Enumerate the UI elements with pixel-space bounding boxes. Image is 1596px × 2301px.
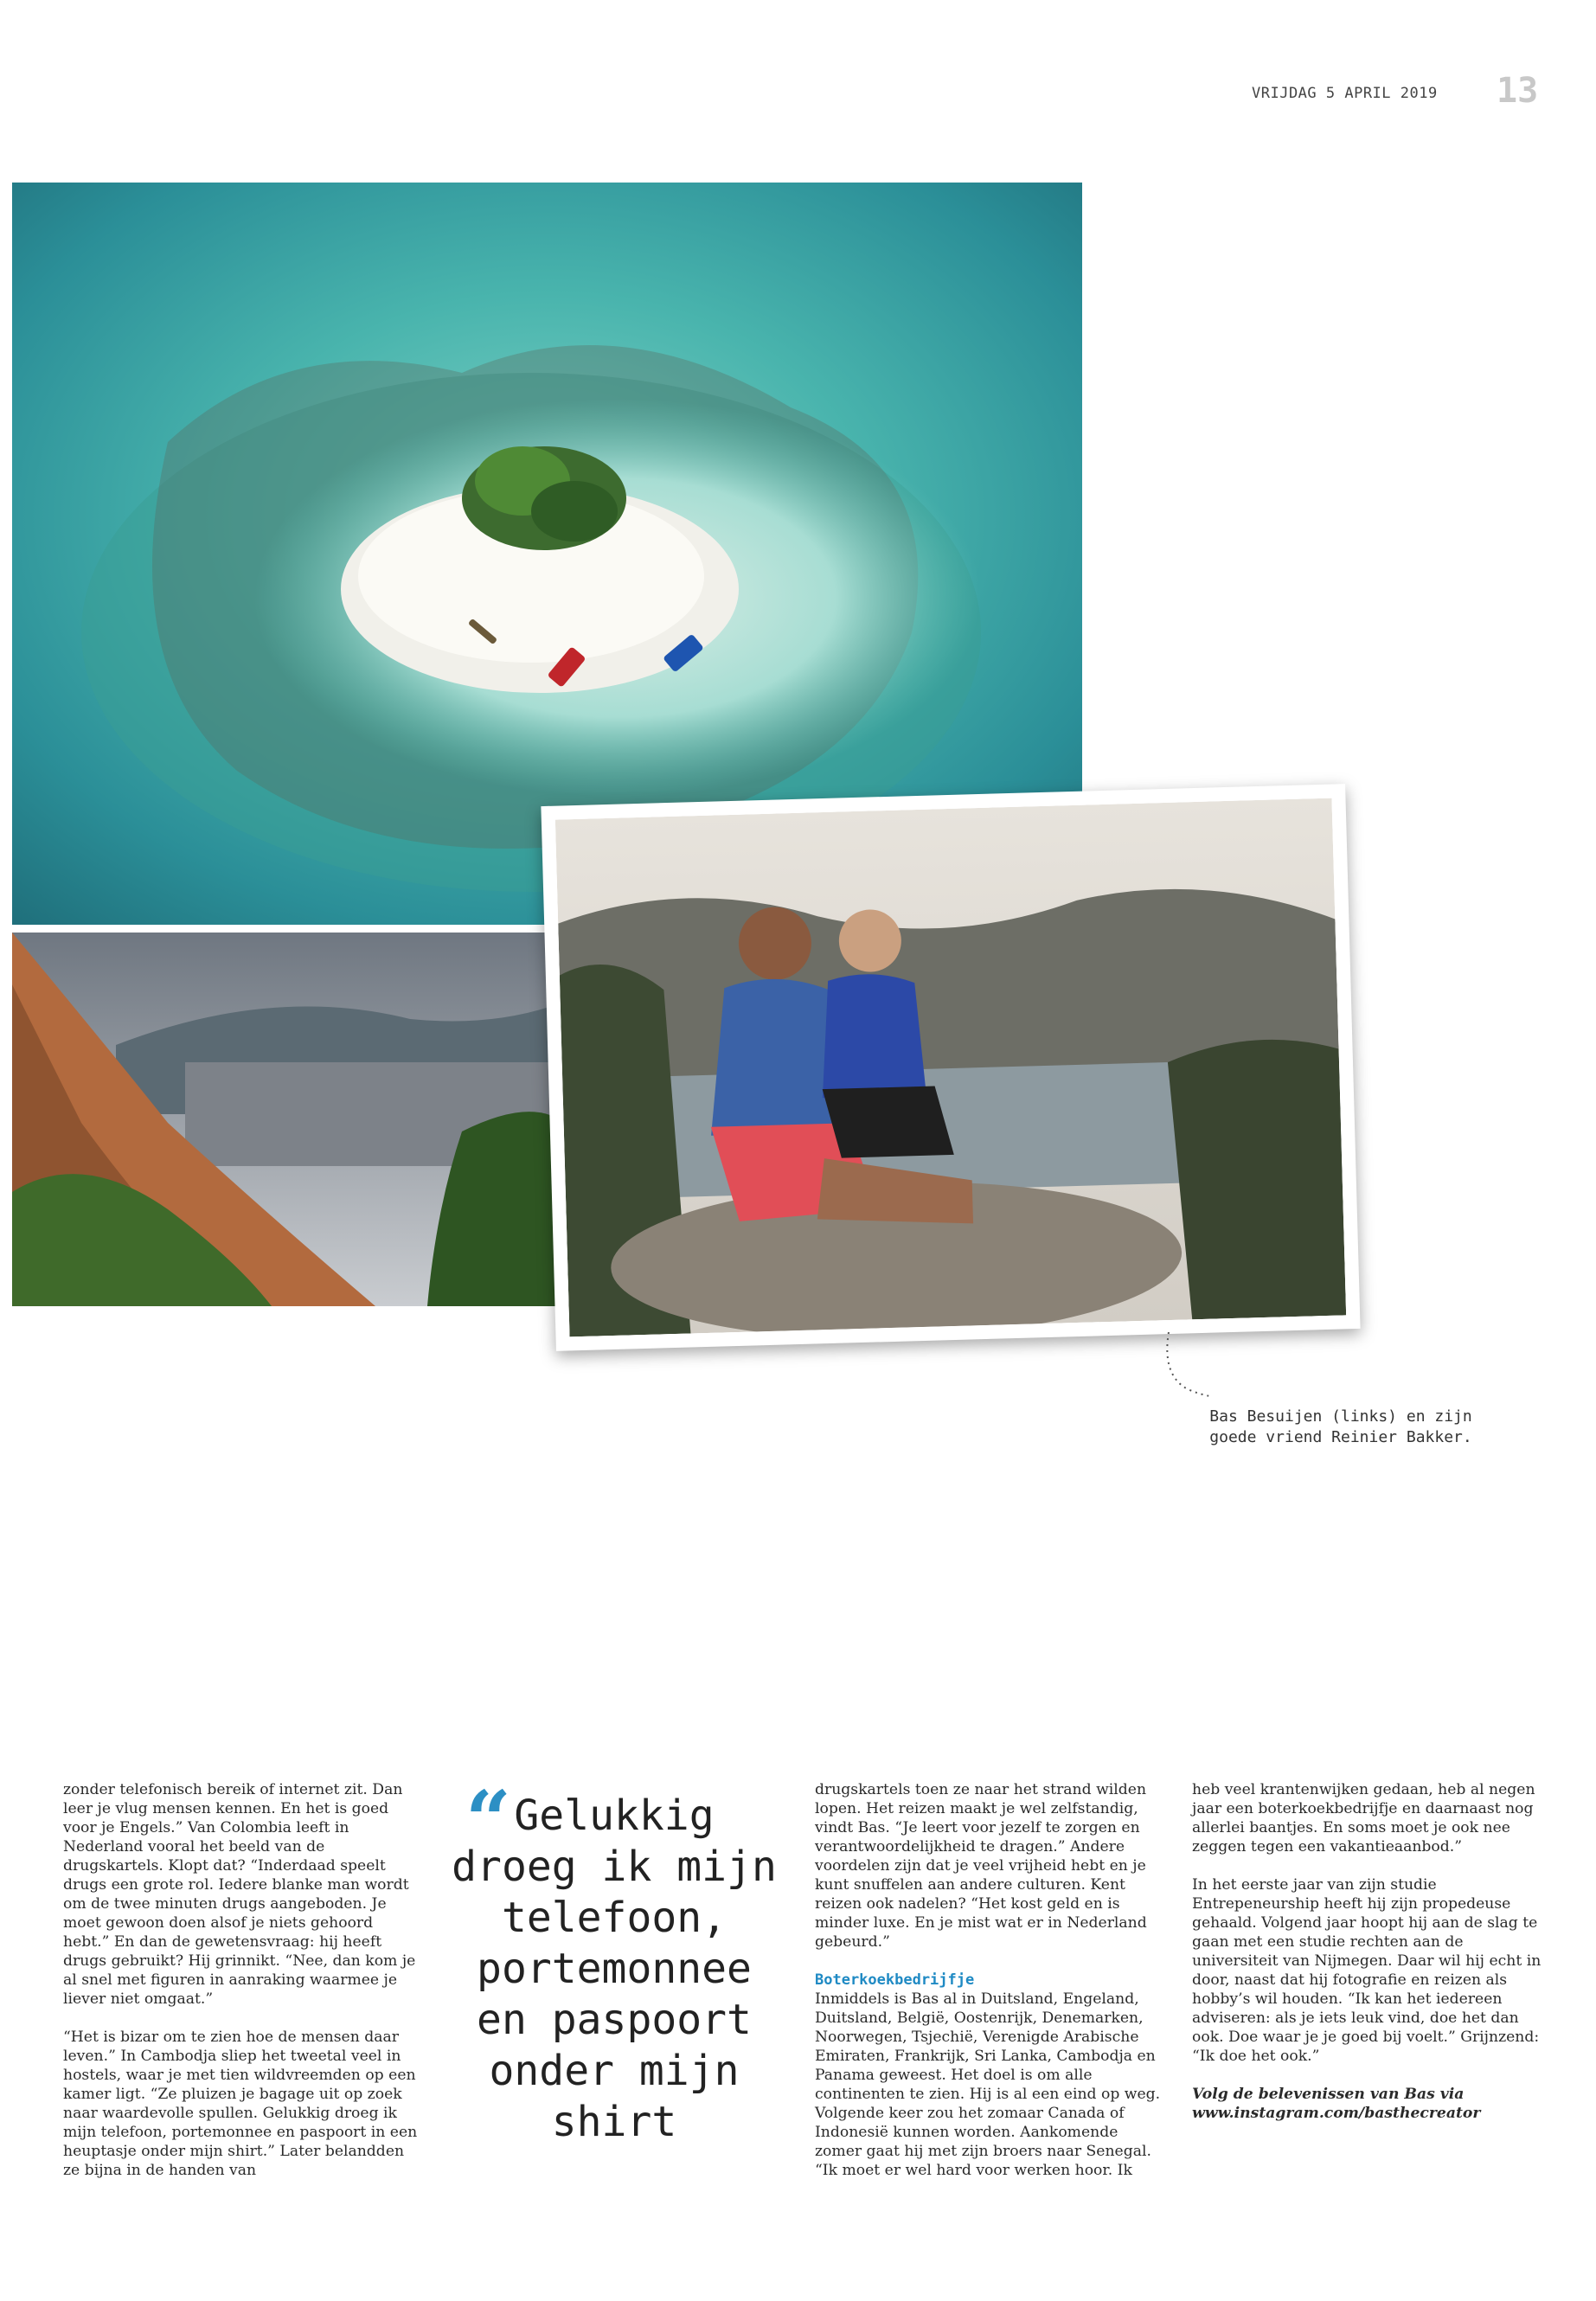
friends-photo-frame — [541, 784, 1360, 1351]
friends-illustration — [555, 798, 1346, 1337]
photo-caption: Bas Besuijen (links) en zijn goede vriend Reinier Bakker. — [1209, 1407, 1472, 1446]
paragraph: drugskartels toen ze naar het strand wilden lopen. Het reizen maakt je wel zelfstandig, vindt Bas. “Je leert voor jezelf te zorgen en verantwoordelijkheid te dragen.” Andere voordelen zijn dat je veel vrijheid hebt en je kunt snuffelen aan andere culturen. Kent reizen ook nadelen? “Het kost geld en is minder luxe. En je mist wat er in Nederland gebeurd.” — [815, 1781, 1147, 1951]
page-number: 13 — [1497, 71, 1539, 111]
paragraph: zonder telefonisch bereik of internet zit. Dan leer je vlug mensen kennen. En het is goed voor je Engels.” Van Colombia leeft in Nederland vooral het beeld van de drugskartels. Klopt dat? “Inderdaad speelt drugs een grote rol. Iedere blanke man wordt om de twee minuten drugs aangeboden. Je moet gewoon doen alsof je niets gehoord hebt.” En dan de gewetensvraag: hij heeft drugs gebruikt? Hij grinnikt. “Nee, dan kom je al snel met figuren in aanraking waarmee je liever niet omgaat.” — [63, 1781, 416, 2008]
page-header — [0, 71, 1596, 111]
two-friends-photo — [555, 798, 1346, 1337]
article-column-1 — [63, 1780, 418, 2199]
article-column-3 — [815, 1780, 1161, 2180]
article-column-4 — [1192, 1780, 1545, 2142]
paragraph: “Het is bizar om te zien hoe de mensen daar leven.” In Cambodja sliep het tweetal veel in hostels, waar je met tien wildvreemden op een kamer ligt. “Ze pluizen je bagage uit op zoek naar waardevolle spullen. Gelukkig droeg ik mijn telefoon, portemonnee en paspoort in een heuptasje onder mijn shirt.” Later belandden ze bijna in de handen van — [63, 2029, 418, 2179]
pull-quote: Gelukkig droeg ik mijn telefoon, portemonnee en paspoort onder mijn shirt — [452, 1791, 777, 2146]
quote-mark-icon: “ — [465, 1773, 511, 1867]
paragraph-with-subhead — [815, 1971, 1161, 2180]
city-illustration — [12, 933, 564, 1306]
instagram-promo[interactable]: Volg de belevenissen van Bas via www.instagram.com/basthecreator — [1192, 2086, 1481, 2122]
paragraph: Inmiddels is Bas al in Duitsland, Engeland, Duitsland, België, Oostenrijk, Denemarken, Noorwegen, Tsjechië, Verenigde Arabische Emiraten, Frankrijk, Sri Lanka, Cambodja en Panama geweest. Het doel is om alle continenten te zien. Hij is al een eind op weg. Volgende keer zou het zomaar Canada of Indonesië kunnen worden. Aankomende zomer gaat hij met zijn broers naar Senegal. “Ik moet er wel hard voor werken hoor. Ik — [815, 1990, 1161, 2179]
issue-date: VRIJDAG 5 APRIL 2019 — [1252, 85, 1438, 102]
caption-pointer — [1162, 1332, 1214, 1419]
subheading: Boterkoekbedrijfje — [815, 1971, 975, 1989]
paragraph: heb veel krantenwijken gedaan, heb al negen jaar een boterkoekbedrijfje en daarnaast nog allerlei baantjes. En soms moet je ook nee zeggen tegen een vakantieaanbod.” — [1192, 1781, 1535, 1856]
city-hillside-photo — [12, 933, 564, 1306]
paragraph: In het eerste jaar van zijn studie Entrepeneurship heeft hij zijn propedeuse gehaald. Volgend jaar hoopt hij aan de slag te gaan met een studie rechten aan de universiteit van Nijmegen. Daar wil hij echt in door, naast dat hij fotografie en reizen als hobby’s wil houden. “Ik kan het iedereen adviseren: als je iets leuk vind, doe het dan ook. Doe waar je je goed bij voelt.” Grijnzend: “Ik doe het ook.” — [1192, 1876, 1542, 2065]
